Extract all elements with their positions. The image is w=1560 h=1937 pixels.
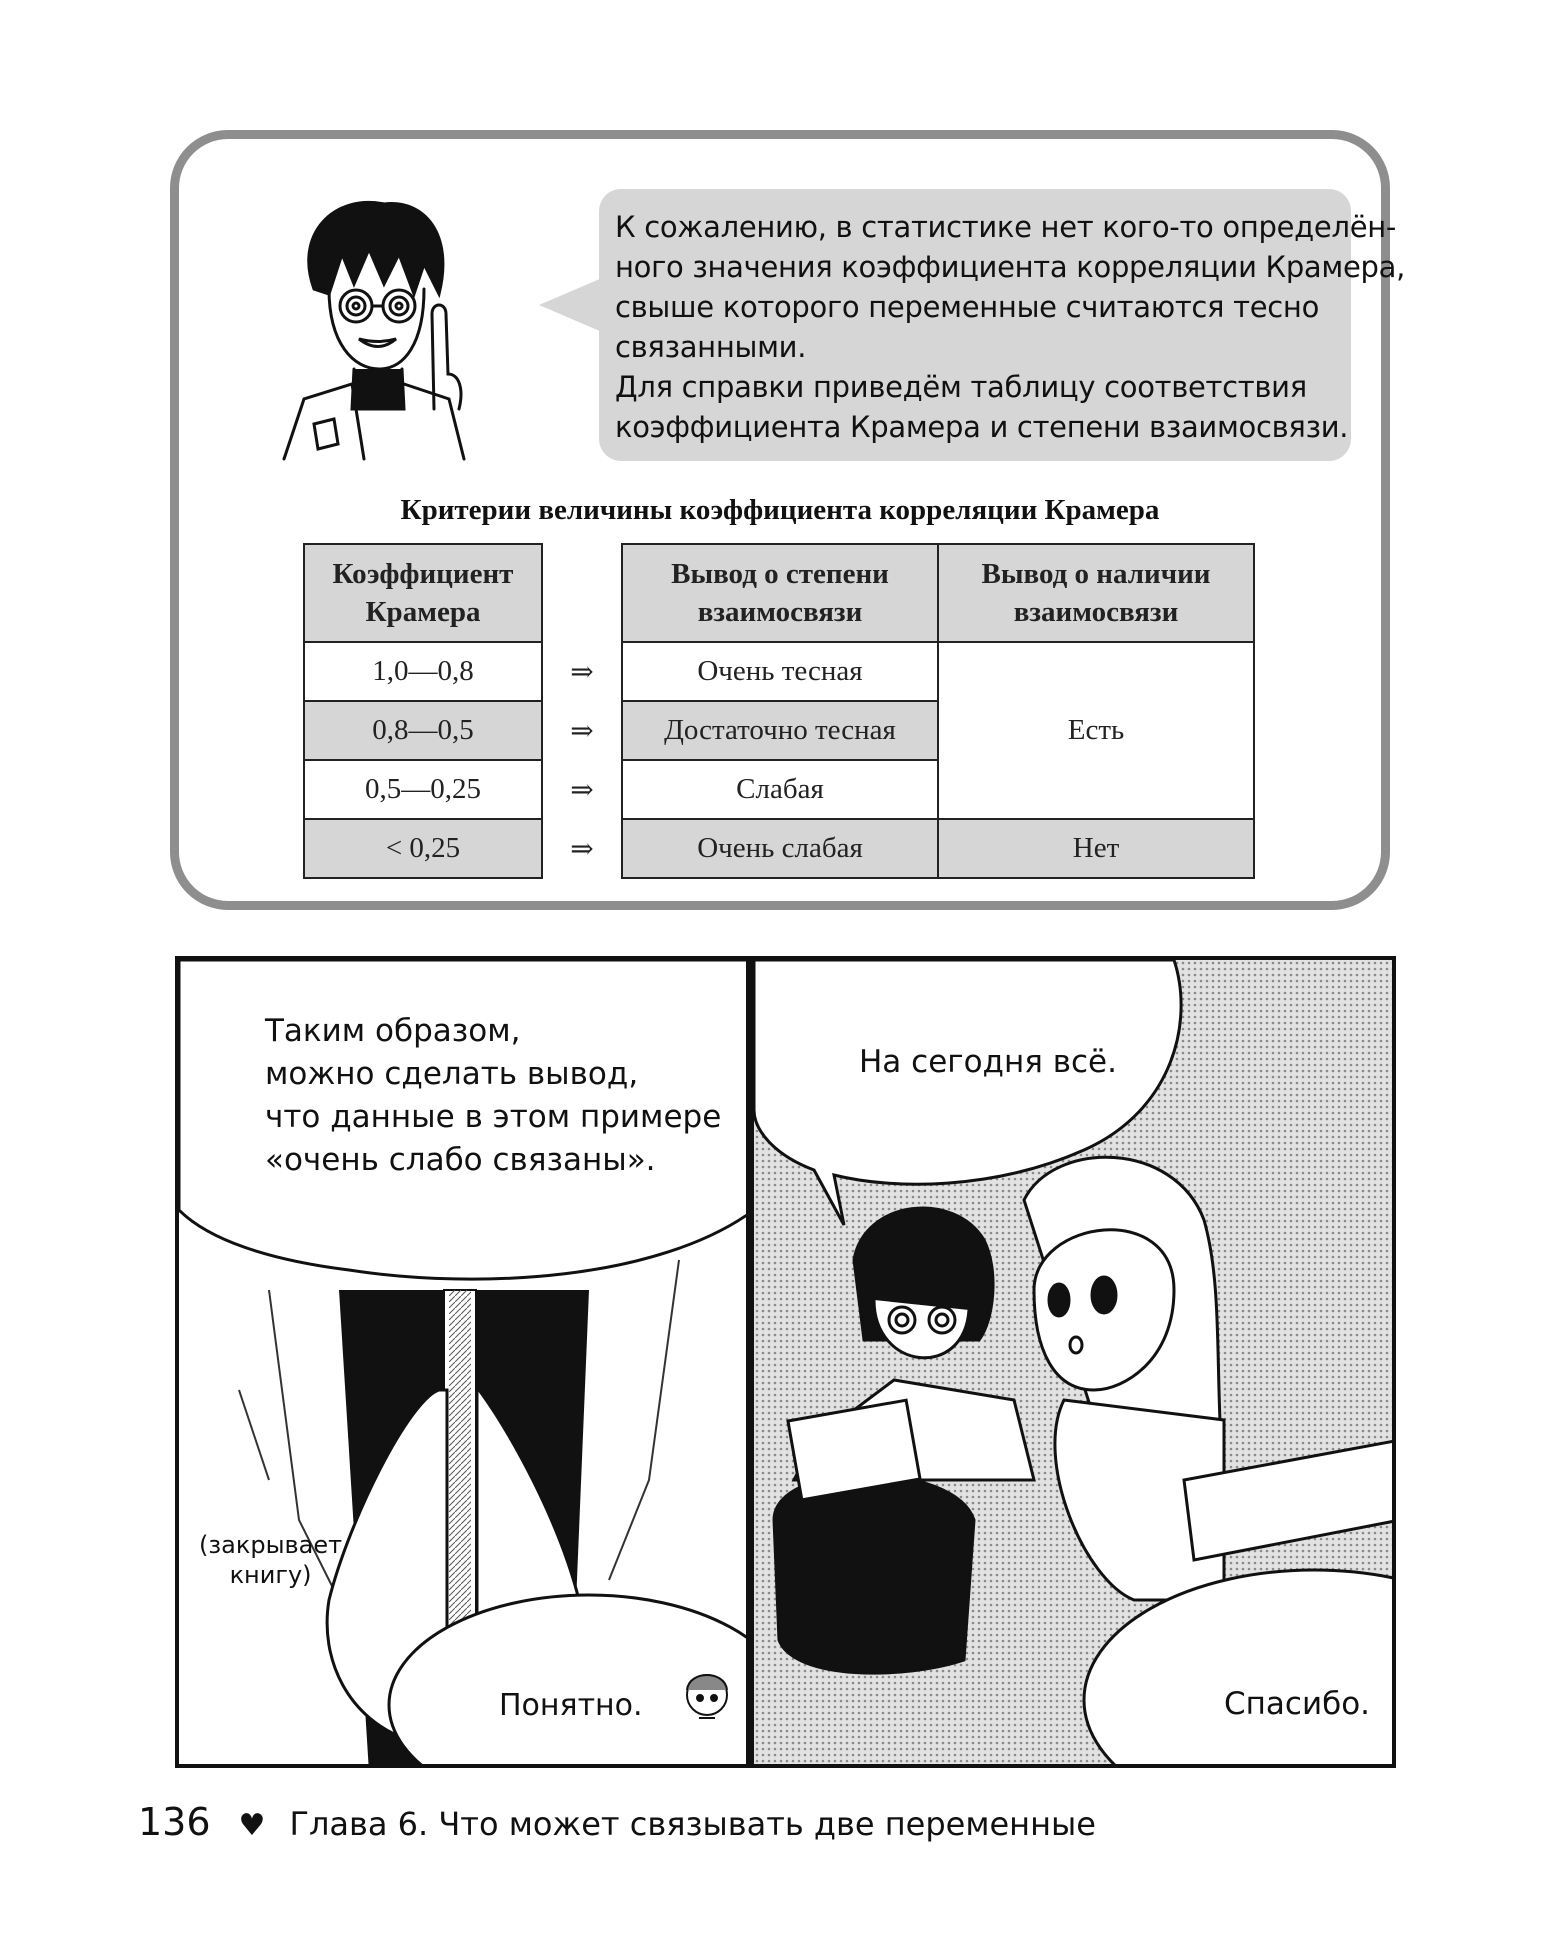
conclusion-speech-text [265,1010,721,1182]
cramer-criteria-table [303,543,1255,879]
degree-cell: Очень слабая [622,819,938,878]
bubble-line: ного значения коэффициента корреляции Крамера, [615,250,1406,284]
arrow-gap [542,544,622,642]
caption-line: книгу) [229,1561,312,1589]
speech-line: Таким образом, [265,1013,521,1049]
today-speech-text: На сегодня всё. [859,1044,1117,1080]
bubble-line: Для справки приведём таблицу соответствия [615,370,1307,404]
header-coefficient [304,544,542,642]
range-cell: 1,0—0,8 [304,642,542,701]
closes-book-caption [199,1530,342,1590]
page-footer [138,1800,1096,1844]
bubble-line: свыше которого переменные считаются тесно [615,290,1320,324]
degree-cell: Достаточно тесная [622,701,938,760]
range-cell: 0,8—0,5 [304,701,542,760]
characters-packing-illustration [754,960,1396,1768]
header-line: Вывод о степени [671,558,889,590]
bubble-line: К сожалению, в статистике нет кого-то определён- [615,210,1397,244]
implies-arrow: ⇒ [570,774,594,806]
speech-line: что данные в этом примере [265,1099,722,1135]
implies-arrow: ⇒ [570,715,594,747]
implies-arrow: ⇒ [570,833,594,865]
comic-panel-left [175,956,750,1768]
page-number: 136 [138,1800,211,1844]
header-line: Коэффициент [332,558,514,590]
speech-line: «очень слабо связаны». [265,1142,656,1178]
comic-panel-right [750,956,1396,1768]
speech-line: можно сделать вывод, [265,1056,639,1092]
table-header-row [304,544,1254,642]
range-cell: < 0,25 [304,819,542,878]
understood-speech-text: Понятно. [499,1688,643,1723]
degree-cell: Очень тесная [622,642,938,701]
table-row [304,642,1254,701]
range-cell: 0,5—0,25 [304,760,542,819]
header-line: взаимосвязи [1013,596,1179,628]
info-box [170,130,1406,910]
implies-arrow: ⇒ [570,656,594,688]
header-line: Вывод о наличии [981,558,1211,590]
bubble-line: коэффициента Крамера и степени взаимосвязи. [615,410,1349,444]
table-title: Критерии величины коэффициента корреляции Крамера [400,494,1160,526]
heart-icon: ♥ [238,1808,266,1843]
degree-cell: Слабая [622,760,938,819]
table-row [304,819,1254,878]
thanks-speech-text: Спасибо. [1224,1686,1371,1722]
chapter-title: Глава 6. Что может связывать две переменные [289,1805,1096,1843]
caption-line: (закрывает [199,1531,343,1559]
presence-yes-cell: Есть [938,642,1254,819]
header-degree [622,544,938,642]
header-line: взаимосвязи [697,596,863,628]
explanation-speech-bubble [599,189,1406,461]
bubble-line: связанными. [615,330,807,364]
header-line: Крамера [365,596,481,628]
presence-no-cell: Нет [938,819,1254,878]
teacher-portrait-illustration [274,194,474,464]
header-presence [938,544,1254,642]
